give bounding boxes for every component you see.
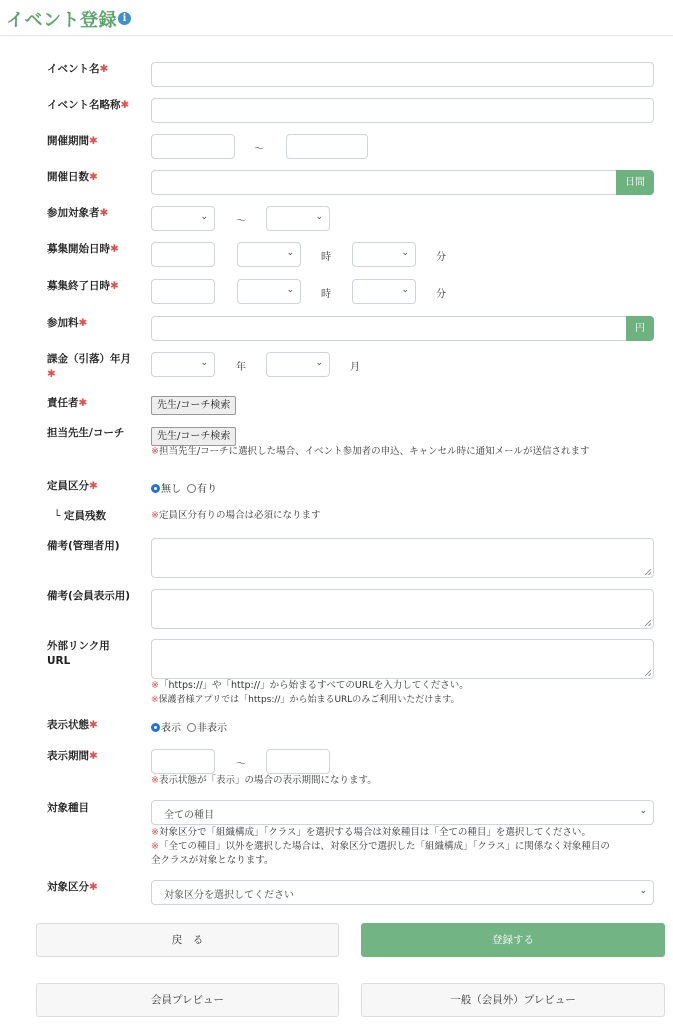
- label-target: 参加対象者✱: [47, 207, 109, 219]
- chevron-down-icon: ⌄: [401, 248, 409, 258]
- required-mark: ✱: [99, 207, 109, 219]
- hour-label: 時: [321, 289, 331, 300]
- required-mark: ✱: [47, 368, 56, 380]
- required-mark: ✱: [110, 243, 119, 255]
- target-type-select[interactable]: 全ての種目 ⌄: [151, 800, 654, 825]
- member-preview-button[interactable]: 会員プレビュー: [36, 983, 339, 1017]
- recruit-end-hour-select[interactable]: [237, 279, 301, 304]
- required-mark: ✱: [89, 480, 98, 492]
- label-days: 開催日数✱: [47, 171, 98, 183]
- required-mark: ✱: [110, 280, 119, 292]
- recruit-end-minute-select[interactable]: [352, 279, 416, 304]
- month-label: 月: [350, 362, 360, 373]
- year-label: 年: [236, 362, 246, 373]
- required-mark: ✱: [89, 881, 98, 893]
- label-responsible: 責任者✱: [47, 397, 88, 409]
- label-memo-member: 備考(会員表示用): [47, 590, 131, 602]
- minute-label: 分: [436, 252, 446, 263]
- capacity-none-radio[interactable]: 無し: [151, 480, 181, 495]
- chevron-down-icon: ⌄: [401, 285, 409, 295]
- back-button[interactable]: 戻 る: [36, 923, 339, 957]
- chevron-down-icon: ⌄: [639, 886, 647, 896]
- capacity-note: ※定員区分有りの場合は必須になります: [151, 510, 321, 521]
- required-mark: ✱: [89, 719, 98, 731]
- event-short-input[interactable]: [151, 98, 654, 123]
- minute-label: 分: [436, 289, 446, 300]
- info-icon[interactable]: i: [118, 12, 131, 25]
- billing-year-select[interactable]: [151, 352, 215, 377]
- target-type-note-3: 全クラスが対象となります。: [151, 855, 274, 866]
- billing-month-select[interactable]: [266, 352, 330, 377]
- required-mark: ✱: [89, 135, 98, 147]
- label-external-link: 外部リンク用 URL: [47, 640, 110, 667]
- label-event-name: イベント名✱: [47, 63, 109, 75]
- label-target-class: 対象区分✱: [47, 881, 98, 893]
- capacity-yes-radio[interactable]: 有り: [187, 480, 217, 495]
- teacher-search-button[interactable]: 先生/コーチ検索: [151, 427, 236, 446]
- target-type-note-2: ※「全ての種目」以外を選択した場合は、対象区分で選択した「組織構成」「クラス」に関係なく対象種目の: [151, 841, 610, 852]
- label-display-status: 表示状態✱: [47, 719, 98, 731]
- required-mark: ✱: [89, 750, 98, 762]
- recruit-start-minute-select[interactable]: [352, 242, 416, 267]
- required-mark: ✱: [89, 171, 98, 183]
- label-fee: 参加料✱: [47, 317, 88, 329]
- label-capacity-remaining: └ 定員残数: [54, 510, 106, 522]
- hour-label: 時: [321, 252, 331, 263]
- recruit-start-hour-select[interactable]: [237, 242, 301, 267]
- label-recruit-end: 募集終了日時✱: [47, 280, 119, 292]
- recruit-start-date-input[interactable]: [151, 242, 215, 267]
- required-mark: ✱: [78, 317, 88, 329]
- chevron-down-icon: ⌄: [315, 358, 323, 368]
- display-show-radio[interactable]: 表示: [151, 719, 181, 734]
- display-period-start-input[interactable]: [151, 749, 215, 774]
- target-to-select[interactable]: [266, 206, 330, 231]
- event-name-input[interactable]: [151, 62, 654, 87]
- label-recruit-start: 募集開始日時✱: [47, 243, 119, 255]
- label-event-short: イベント名略称✱: [47, 99, 130, 111]
- label-teacher: 担当先生/コーチ: [47, 427, 125, 439]
- chevron-down-icon: ⌄: [200, 358, 208, 368]
- period-start-input[interactable]: [151, 134, 235, 159]
- external-link-note-1: ※「https://」や「http://」から始まるすべてのURLを入力してください。: [151, 680, 469, 691]
- memo-admin-textarea[interactable]: [151, 538, 654, 578]
- required-mark: ✱: [78, 397, 88, 409]
- recruit-end-date-input[interactable]: [151, 279, 215, 304]
- teacher-note: ※担当先生/コーチに選択した場合、イベント参加者の申込、キャンセル時に通知メールが送信されます: [151, 446, 590, 457]
- register-button[interactable]: 登録する: [361, 923, 665, 957]
- page-header: [0, 0, 673, 36]
- target-type-note-1: ※対象区分で「組織構成」「クラス」を選択する場合は対象種目は「全ての種目」を選択してください。: [151, 827, 591, 838]
- tilde: 〜: [236, 216, 246, 227]
- capacity-radio-group: [151, 480, 241, 494]
- chevron-down-icon: ⌄: [286, 248, 294, 258]
- responsible-search-button[interactable]: 先生/コーチ検索: [151, 396, 236, 415]
- external-link-textarea[interactable]: [151, 639, 654, 679]
- label-display-period: 表示期間✱: [47, 750, 98, 762]
- required-mark: ✱: [120, 99, 130, 111]
- target-class-select[interactable]: 対象区分を選択してください ⌄: [151, 880, 654, 905]
- display-status-radio-group: [151, 719, 251, 733]
- display-period-note: ※表示状態が「表示」の場合の表示期間になります。: [151, 775, 377, 786]
- label-capacity-type: 定員区分✱: [47, 480, 98, 492]
- chevron-down-icon: ⌄: [315, 212, 323, 222]
- tilde: 〜: [254, 144, 264, 155]
- label-billing: 課金（引落）年月 ✱: [47, 353, 131, 380]
- days-input[interactable]: [151, 170, 617, 195]
- label-target-type: 対象種目: [47, 802, 89, 814]
- memo-member-textarea[interactable]: [151, 589, 654, 629]
- chevron-down-icon: ⌄: [639, 806, 647, 816]
- chevron-down-icon: ⌄: [286, 285, 294, 295]
- target-from-select[interactable]: [151, 206, 215, 231]
- fee-input[interactable]: [151, 316, 627, 341]
- tilde: 〜: [236, 759, 246, 770]
- period-end-input[interactable]: [286, 134, 368, 159]
- external-link-note-2: ※保護者様アプリでは「https://」から始まるURLのみご利用いただけます。: [151, 695, 460, 705]
- resize-handle[interactable]: [645, 569, 651, 575]
- days-addon: 日間: [616, 170, 654, 195]
- resize-handle[interactable]: [645, 620, 651, 626]
- resize-handle[interactable]: [645, 670, 651, 676]
- label-period: 開催期間✱: [47, 135, 98, 147]
- display-hide-radio[interactable]: 非表示: [187, 719, 227, 734]
- page-title: イベント登録: [6, 10, 117, 31]
- public-preview-button[interactable]: 一般（会員外）プレビュー: [361, 983, 665, 1017]
- display-period-end-input[interactable]: [266, 749, 330, 774]
- chevron-down-icon: ⌄: [200, 212, 208, 222]
- label-memo-admin: 備考(管理者用): [47, 540, 120, 552]
- required-mark: ✱: [99, 63, 109, 75]
- fee-addon: 円: [626, 316, 654, 341]
